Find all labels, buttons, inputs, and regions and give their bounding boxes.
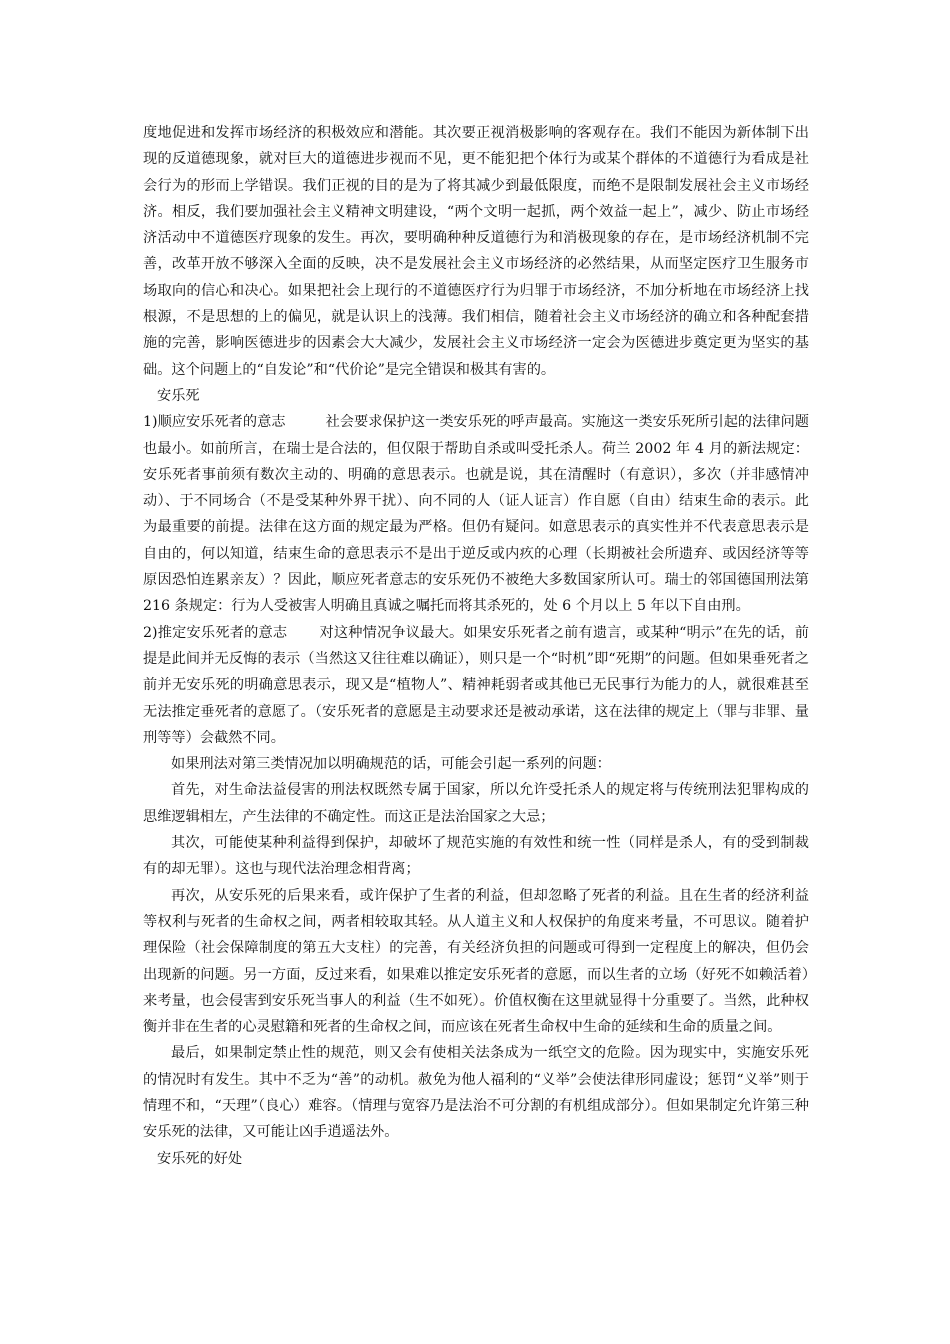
section-heading-benefits: 安乐死的好处 — [157, 1150, 243, 1167]
paragraph-presumed-euthanasia — [143, 620, 809, 751]
paragraph-third: 再次，从安乐死的后果来看，或许保护了生者的利益，但却忽略了死者的利益。且在生者的经济利益等权利与死者的生命权之间，两者相较取其轻。从人道主义和人权保护的角度来考量，不可思议。随着护理保险（社会保障制度的第五大支柱）的完善，有关经济负担的问题或可得到一定程度上的解决，但仍会出现新的问题。另一方面，反过来看，如果难以推定安乐死者的意愿，而以生者的立场（好死不如赖活着）来考量，也会侵害到安乐死当事人的利益（生不如死）。价值权衡在这里就显得十分重要了。当然，此种权衡并非在生者的心灵慰籍和死者的生命权之间，而应该在死者生命权中生命的延续和生命的质量之间。 — [143, 887, 809, 1036]
subheading-voluntary: 1)顺应安乐死者的意志 — [143, 414, 286, 431]
paragraph-presumed-body: 对这种情况争议最大。如果安乐死者之前有遗言，或某种“明示”在先的话，前提是此间并无反悔的表示（当然这又往往难以确证），则只是一个“时机”即“死期”的问题。但如果垂死者之前并无安乐死的明确意思表示，现又是“植物人”、精神耗弱者或其他已无民事行为能力的人，就很难甚至无法推定垂死者的意愿了。（安乐死者的意愿是主动要求还是被动承诺，这在法律的规定上（罪与非罪、量刑等等）会截然不同。 — [143, 624, 809, 746]
paragraph-voluntary-body: 社会要求保护这一类安乐死的呼声最高。实施这一类安乐死所引起的法律问题也最小。如前所言，在瑞士是合法的，但仅限于帮助自杀或叫受托杀人。荷兰 2002 年 4 月的新法规定：安乐死者事前须有数次主动的、明确的意思表示。也就是说，其在清醒时（有意识），多次（并非感情冲动）、于不同场合（不是受某种外界干扰）、向不同的人（证人证言）作自愿（自由）结束生命的表示。此为最重要的前提。法律在这方面的规定最为严格。但仍有疑问。如意思表示的真实性并不代表意思表示是自由的，何以知道，结束生命的意思表示不是出于逆反或内疚的心理（长期被社会所遗弃、或因经济等等原因恐怕连累亲友）？因此，顺应死者意志的安乐死仍不被绝大多数国家所认可。瑞士的邻国德国刑法第 216 条规定：行为人受被害人明确且真诚之嘱托而将其杀死的，处 6 个月以上 5 年以下自由刑。 — [143, 414, 809, 615]
paragraph-market-economy: 度地促进和发挥市场经济的积极效应和潜能。其次要正视消极影响的客观存在。我们不能因为新体制下出现的反道德现象，就对巨大的道德进步视而不见，更不能犯把个体行为或某个群体的不道德行为看成是社会行为的形而上学错误。我们正视的目的是为了将其减少到最低限度，而绝不是限制发展社会主义市场经济。相反，我们要加强社会主义精神文明建设，“两个文明一起抓，两个效益一起上”，减少、防止市场经济活动中不道德医疗现象的发生。再次，要明确种种反道德行为和消极现象的存在，是市场经济机制不完善，改革开放不够深入全面的反映，决不是发展社会主义市场经济的必然结果，从而坚定医疗卫生服务市场取向的信心和决心。如果把社会上现行的不道德医疗行为归罪于市场经济，不加分析地在市场经济上找根源，不是思想的上的偏见，就是认识上的浅薄。我们相信，随着社会主义市场经济的确立和各种配套措施的完善，影响医德进步的因素会大大减少，发展社会主义市场经济一定会为医德进步奠定更为坚实的基础。这个问题上的“自发论”和“代价论”是完全错误和极其有害的。 — [143, 125, 809, 378]
subheading-presumed: 2)推定安乐死者的意志 — [143, 624, 288, 641]
paragraph-last: 最后，如果制定禁止性的规范，则又会有使相关法条成为一纸空文的危险。因为现实中，实施安乐死的情况时有发生。其中不乏为“善”的动机。赦免为他人福利的“义举”会使法律形同虚设；惩罚“义举”则于情理不和，“天理”（良心）难容。（情理与宽容乃是法治不可分割的有机组成部分）。但如果制定允许第三种安乐死的法律，又可能让凶手逍遥法外。 — [143, 1045, 809, 1141]
paragraph-voluntary-euthanasia — [143, 409, 809, 619]
paragraph-problems-intro: 如果刑法对第三类情况加以明确规范的话，可能会引起一系列的问题： — [171, 756, 611, 773]
paragraph-second: 其次，可能使某种利益得到保护，却破坏了规范实施的有效性和统一性（同样是杀人，有的受到制裁有的却无罪）。这也与现代法治理念相背离； — [143, 835, 809, 878]
document-body — [143, 120, 809, 1172]
section-heading-euthanasia: 安乐死 — [157, 387, 200, 404]
paragraph-first: 首先，对生命法益侵害的刑法权既然专属于国家，所以允许受托杀人的规定将与传统刑法犯罪构成的思维逻辑相左，产生法律的不确定性。而这正是法治国家之大忌； — [143, 782, 809, 825]
